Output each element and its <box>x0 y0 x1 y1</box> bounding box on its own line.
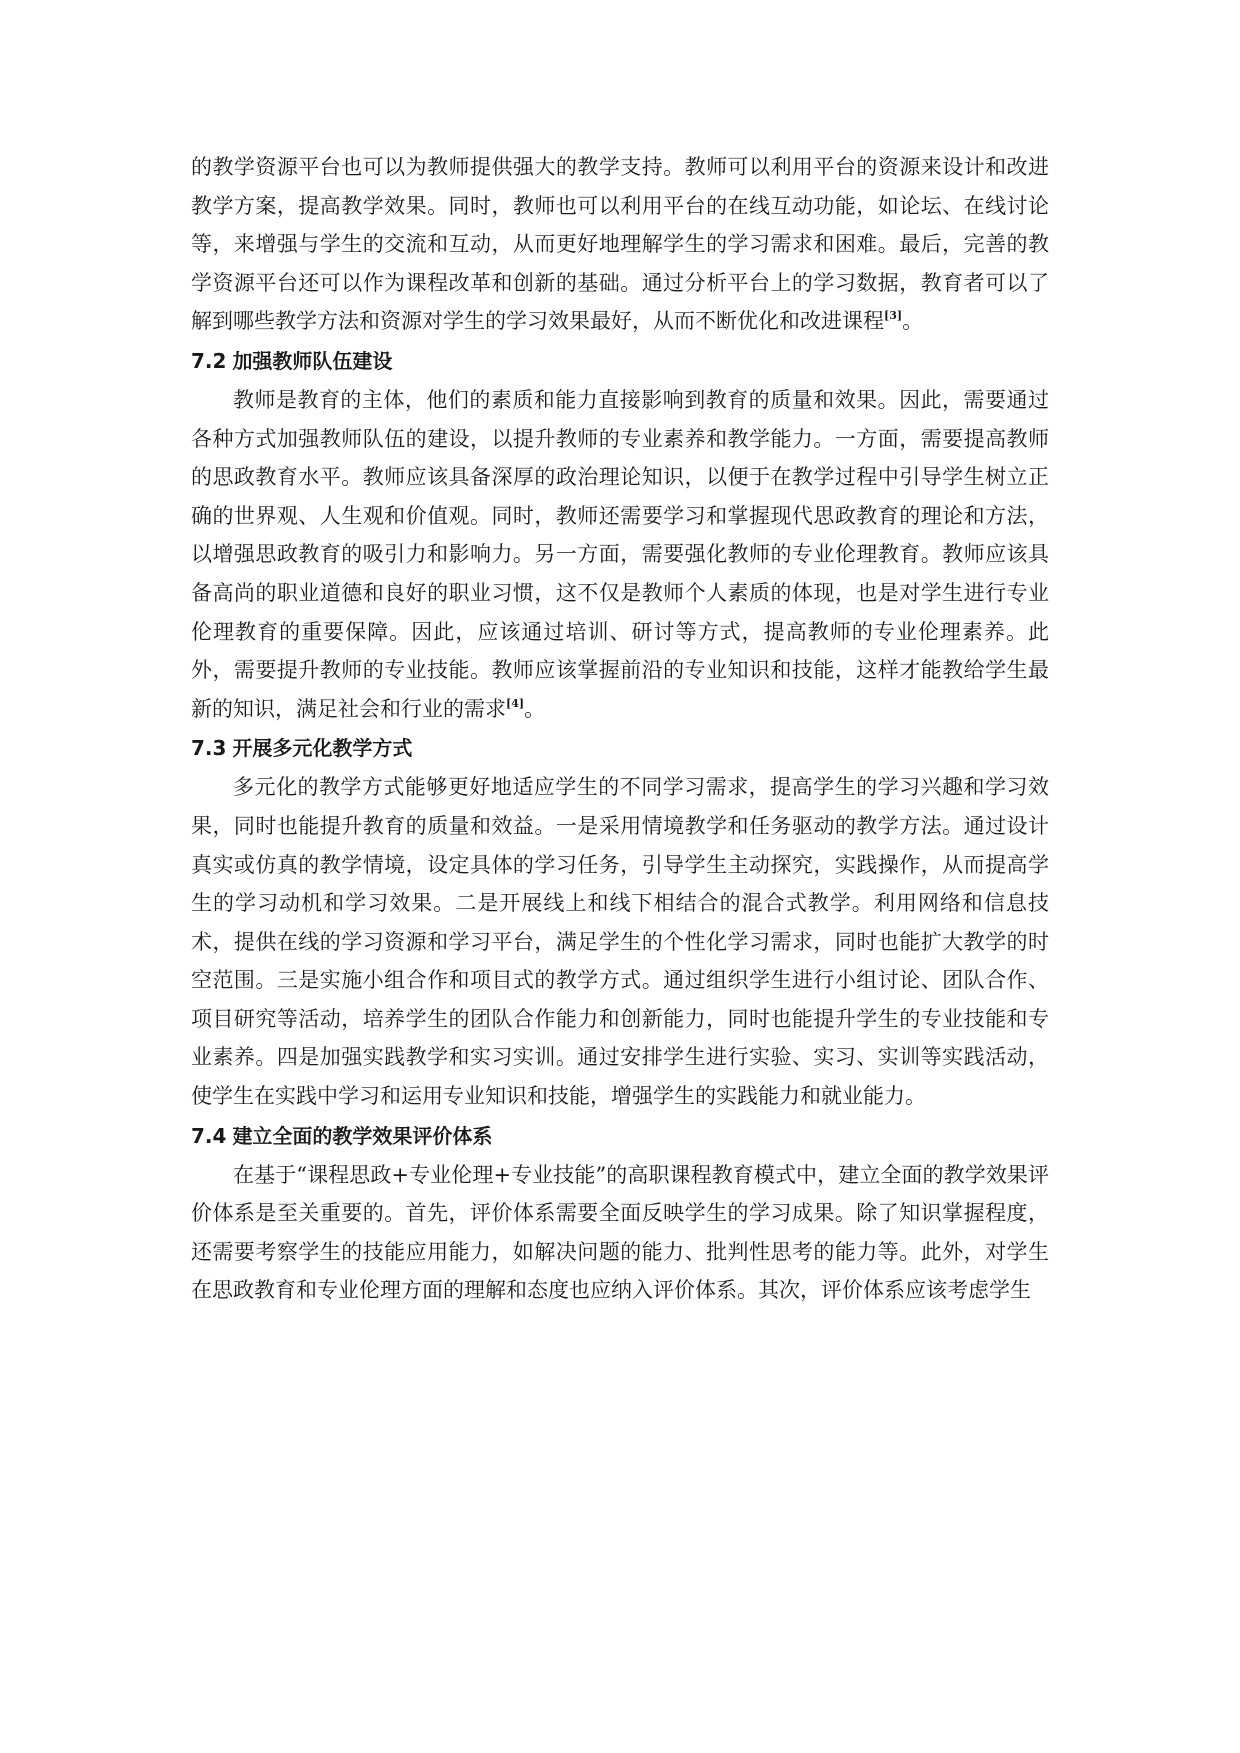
section-title: 开展多元化教学方式 <box>232 736 413 761</box>
citation-ref: [3] <box>884 309 903 323</box>
section-title: 建立全面的教学效果评价体系 <box>232 1123 493 1148</box>
section-number: 7.3 <box>191 736 227 761</box>
section-number: 7.2 <box>191 348 227 373</box>
section-heading <box>191 341 1049 381</box>
document-body <box>191 148 1049 1310</box>
section-heading <box>191 728 1049 768</box>
body-paragraph: 多元化的教学方式能够更好地适应学生的不同学习需求，提高学生的学习兴趣和学习效果，同时也能提升教育的质量和效益。一是采用情境教学和任务驱动的教学方法。通过设计真实或仿真的教学情境，设定具体的学习任务，引导学生主动探究，实践操作，从而提高学生的学习动机和学习效果。二是开展线上和线下相结合的混合式教学。利用网络和信息技术，提供在线的学习资源和学习平台，满足学生的个性化学习需求，同时也能扩大教学的时空范围。三是实施小组合作和项目式的教学方式。通过组织学生进行小组讨论、团队合作、项目研究等活动，培养学生的团队合作能力和创新能力，同时也能提升学生的专业技能和专业素养。四是加强实践教学和实习实训。通过安排学生进行实验、实习、实训等实践活动，使学生在实践中学习和运用专业知识和技能，增强学生的实践能力和就业能力。 <box>191 775 1049 1109</box>
body-paragraph: 的教学资源平台也可以为教师提供强大的教学支持。教师可以利用平台的资源来设计和改进教学方案，提高教学效果。同时，教师也可以利用平台的在线互动功能，如论坛、在线讨论等，来增强与学生的交流和互动，从而更好地理解学生的学习需求和困难。最后，完善的教学资源平台还可以作为课程改革和创新的基础。通过分析平台上的学习数据，教育者可以了解到哪些教学方法和资源对学生的学习效果最好，从而不断优化和改进课程[3]。 <box>191 155 1049 334</box>
section-number: 7.4 <box>191 1123 227 1148</box>
section-title: 加强教师队伍建设 <box>232 348 393 373</box>
body-paragraph: 教师是教育的主体，他们的素质和能力直接影响到教育的质量和效果。因此，需要通过各种方式加强教师队伍的建设，以提升教师的专业素养和教学能力。一方面，需要提高教师的思政教育水平。教师应该具备深厚的政治理论知识，以便于在教学过程中引导学生树立正确的世界观、人生观和价值观。同时，教师还需要学习和掌握现代思政教育的理论和方法，以增强思政教育的吸引力和影响力。另一方面，需要强化教师的专业伦理教育。教师应该具备高尚的职业道德和良好的职业习惯，这不仅是教师个人素质的体现，也是对学生进行专业伦理教育的重要保障。因此，应该通过培训、研讨等方式，提高教师的专业伦理素养。此外，需要提升教师的专业技能。教师应该掌握前沿的专业知识和技能，这样才能教给学生最新的知识，满足社会和行业的需求[4]。 <box>191 387 1049 721</box>
citation-ref: [4] <box>506 696 525 710</box>
section-heading <box>191 1116 1049 1156</box>
body-paragraph: 在基于“课程思政+专业伦理+专业技能”的高职课程教育模式中，建立全面的教学效果评价体系是至关重要的。首先，评价体系需要全面反映学生的学习成果。除了知识掌握程度，还需要考察学生的技能应用能力，如解决问题的能力、批判性思考的能力等。此外，对学生在思政教育和专业伦理方面的理解和态度也应纳入评价体系。其次，评价体系应该考虑学生 <box>191 1162 1049 1303</box>
